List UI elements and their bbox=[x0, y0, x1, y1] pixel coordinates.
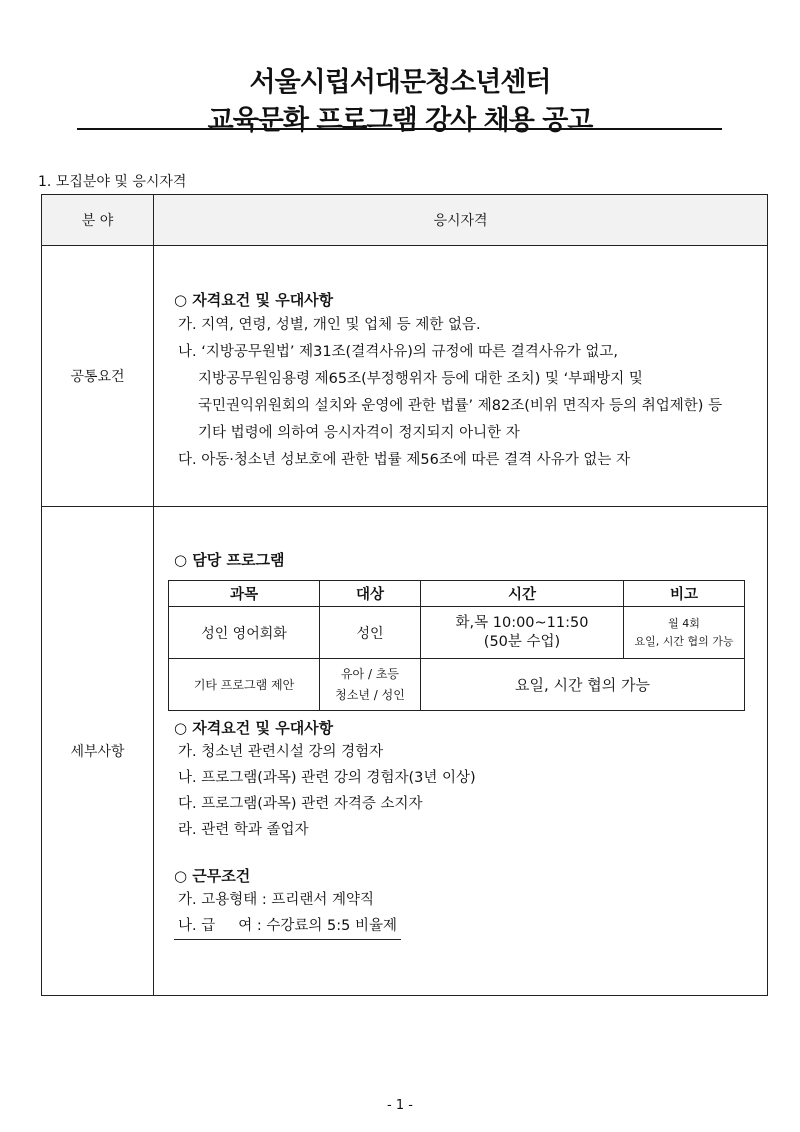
program-table bbox=[168, 580, 745, 711]
program-time-other: 요일, 시간 협의 가능 bbox=[421, 659, 745, 711]
qual-item-ga: 가. 청소년 관련시설 강의 경험자 bbox=[178, 744, 384, 760]
program-row-other bbox=[169, 659, 745, 711]
common-item-na-cont3: 기타 법령에 의하여 응시자격이 정지되지 아니한 자 bbox=[198, 425, 520, 441]
common-item-na-cont2: 국민권익위원회의 설치와 운영에 관한 법률’ 제82조(비위 면직자 등의 취업제한) 등 bbox=[198, 398, 723, 414]
program-subject-english: 성인 영어회화 bbox=[169, 607, 320, 659]
program-header-note: 비고 bbox=[624, 581, 745, 607]
details-label: 세부사항 bbox=[42, 507, 154, 996]
program-row-english bbox=[169, 607, 745, 659]
program-time-english-line1: 화,목 10:00~11:50 bbox=[455, 614, 589, 631]
work-item-salary: 나. 급 여 : 수강료의 5:5 비율제 bbox=[174, 913, 401, 940]
requirements-table bbox=[41, 194, 768, 996]
common-sub-heading: ○ 자격요건 및 우대사항 bbox=[174, 291, 334, 309]
common-label: 공통요건 bbox=[42, 246, 154, 507]
table-header-row bbox=[42, 195, 768, 246]
qual-item-na: 나. 프로그램(과목) 관련 강의 경험자(3년 이상) bbox=[178, 770, 476, 786]
common-item-ga: 가. 지역, 연령, 성별, 개인 및 업체 등 제한 없음. bbox=[178, 317, 481, 333]
qual-heading: ○ 자격요건 및 우대사항 bbox=[174, 719, 334, 737]
qual-item-ra: 라. 관련 학과 졸업자 bbox=[178, 822, 309, 838]
page-number: - 1 - bbox=[387, 1098, 413, 1113]
program-table-header bbox=[169, 581, 745, 607]
common-item-na: 나. ‘지방공무원법’ 제31조(결격사유)의 규정에 따른 결격사유가 없고, bbox=[178, 344, 619, 360]
common-item-da: 다. 아동·청소년 성보호에 관한 법률 제56조에 따른 결격 사유가 없는 자 bbox=[178, 452, 630, 468]
program-target-other-line1: 유아 / 초등 bbox=[340, 666, 400, 681]
title-underline bbox=[77, 128, 722, 130]
program-target-other bbox=[320, 659, 421, 711]
program-note-line1: 월 4회 bbox=[668, 616, 700, 630]
common-row bbox=[42, 246, 768, 507]
program-note-english bbox=[624, 607, 745, 659]
program-heading: ○ 담당 프로그램 bbox=[174, 551, 285, 569]
program-header-subject: 과목 bbox=[169, 581, 320, 607]
program-header-target: 대상 bbox=[320, 581, 421, 607]
header-qualification: 응시자격 bbox=[154, 195, 768, 246]
program-subject-other: 기타 프로그램 제안 bbox=[169, 659, 320, 711]
program-note-line2: 요일, 시간 협의 가능 bbox=[634, 634, 734, 648]
header-field: 분 야 bbox=[42, 195, 154, 246]
work-item-employment: 가. 고용형태 : 프리랜서 계약직 bbox=[178, 892, 375, 908]
title-line-2: 교육문화 프로그램 강사 채용 공고 bbox=[207, 105, 593, 136]
program-time-english-line2: (50분 수업) bbox=[483, 633, 561, 650]
program-target-other-line2: 청소년 / 성인 bbox=[335, 687, 405, 702]
section-heading: 1. 모집분야 및 응시자격 bbox=[38, 174, 187, 190]
program-time-english bbox=[421, 607, 624, 659]
common-item-na-cont1: 지방공무원임용령 제65조(부정행위자 등에 대한 조치) 및 ‘부패방지 및 bbox=[198, 371, 643, 387]
title-line-1: 서울시립서대문청소년센터 bbox=[249, 67, 551, 98]
common-content bbox=[154, 246, 768, 507]
details-row bbox=[42, 507, 768, 996]
qual-item-da: 다. 프로그램(과목) 관련 자격증 소지자 bbox=[178, 796, 423, 812]
program-header-time: 시간 bbox=[421, 581, 624, 607]
work-heading: ○ 근무조건 bbox=[174, 867, 251, 885]
details-content bbox=[154, 507, 768, 996]
program-target-english: 성인 bbox=[320, 607, 421, 659]
